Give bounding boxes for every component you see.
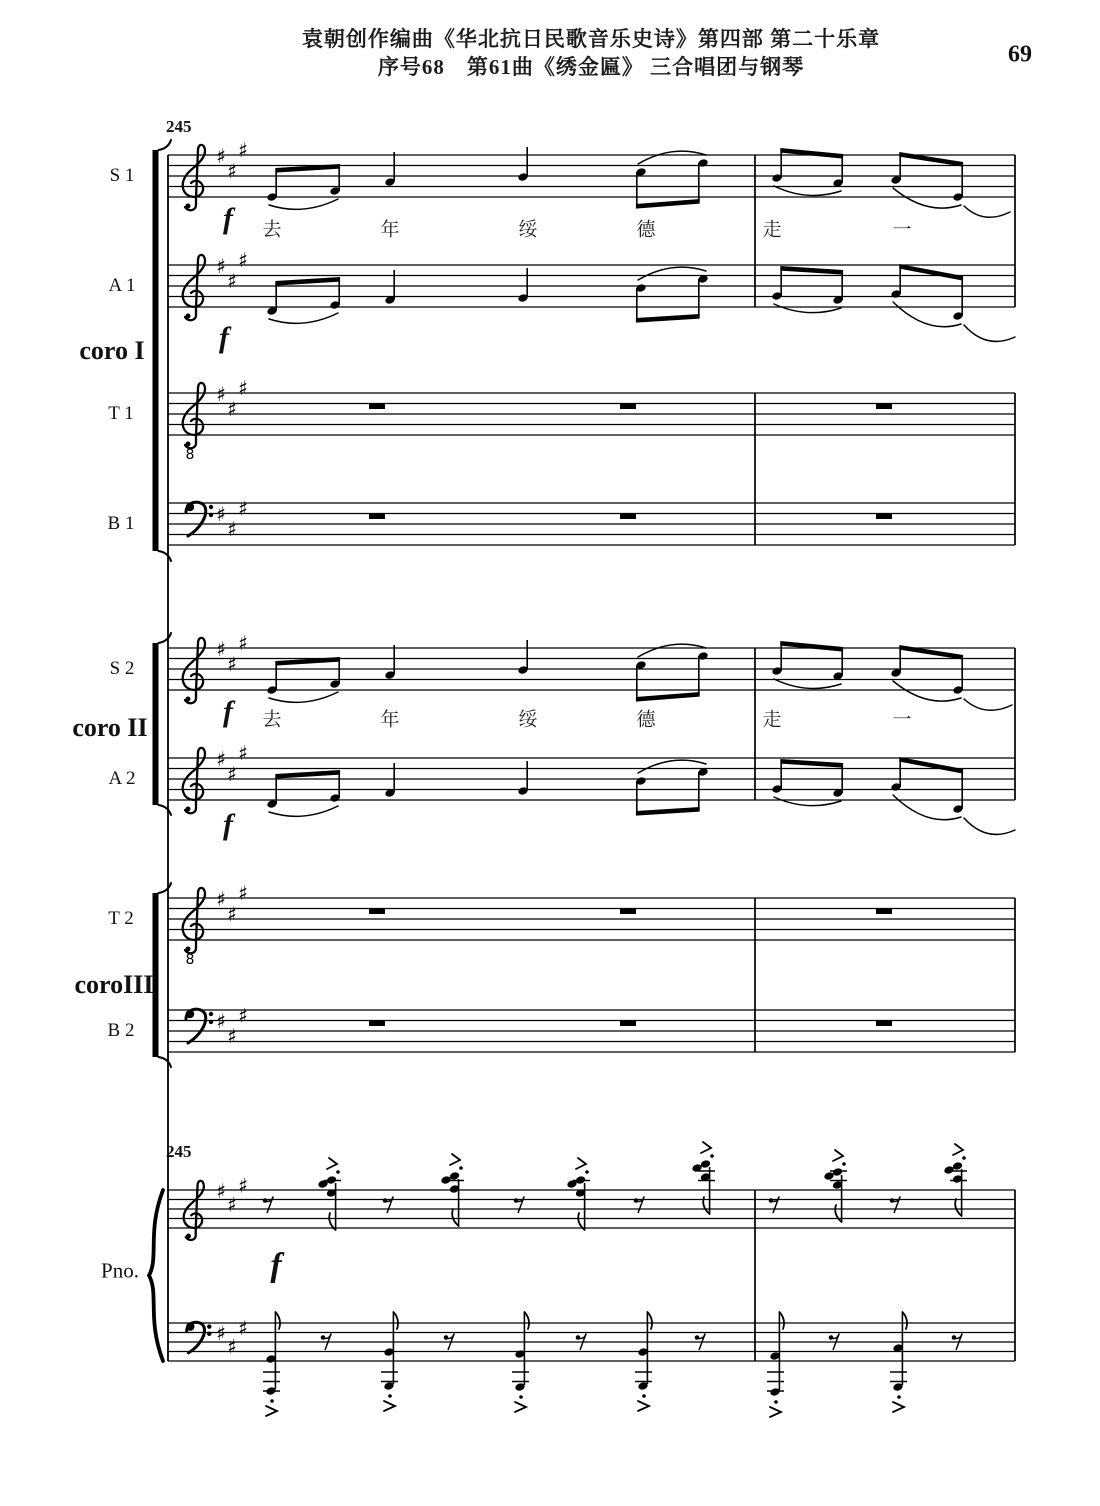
lyric-char-row2-1: 去: [262, 709, 282, 731]
svg-text:♯: ♯: [216, 637, 226, 661]
staff-label-t1: T 1: [108, 403, 134, 424]
score-title-line1: 袁朝创作编曲《华北抗日民歌音乐史诗》第四部 第二十乐章: [301, 27, 881, 51]
svg-text:♯: ♯: [227, 269, 237, 293]
svg-text:♯: ♯: [216, 1178, 226, 1203]
svg-text:♯: ♯: [227, 1024, 237, 1048]
svg-text:♯: ♯: [238, 376, 248, 400]
lyric-char-row1-3: 绥: [518, 219, 538, 241]
svg-text:♯: ♯: [216, 254, 226, 278]
svg-text:♯: ♯: [227, 397, 237, 421]
measure-number-1: 245: [166, 117, 192, 136]
staff-label-a1: A 1: [108, 275, 136, 296]
staff-label-s2: S 2: [109, 658, 135, 679]
lyric-char-row1-6: 一: [892, 219, 912, 241]
staff-label-s1: S 1: [109, 165, 135, 186]
notes-S2: [266, 640, 1012, 710]
svg-text:♯: ♯: [227, 652, 237, 676]
lyric-char-row2-3: 绥: [518, 709, 538, 731]
svg-text:♯: ♯: [238, 631, 248, 655]
group-label-pno.: Pno.: [101, 1258, 139, 1283]
svg-text:♯: ♯: [238, 496, 248, 521]
svg-text:♯: ♯: [238, 1003, 248, 1028]
svg-text:♯: ♯: [227, 762, 237, 786]
clefs: [183, 138, 248, 1359]
svg-text:♯: ♯: [238, 138, 248, 162]
staff-lines: [168, 155, 1015, 1361]
svg-text:♯: ♯: [216, 747, 226, 771]
tenor-clef-icon: [183, 888, 205, 968]
group-label-coroii: coro II: [72, 713, 148, 742]
lyric-char-row2-6: 一: [892, 709, 912, 731]
piano-brace-icon: [149, 1190, 163, 1361]
dynamic-forte-4: f: [223, 808, 233, 841]
svg-text:♯: ♯: [238, 741, 248, 765]
piano-left-hand: [263, 1312, 962, 1417]
notes-S1: [266, 147, 1010, 217]
svg-text:8: 8: [185, 952, 195, 968]
svg-text:♯: ♯: [216, 502, 226, 526]
svg-text:♯: ♯: [216, 887, 226, 911]
svg-text:♯: ♯: [216, 382, 226, 406]
svg-text:♯: ♯: [216, 144, 226, 168]
whole-rests: [369, 404, 892, 1027]
bass-clef-icon: [186, 1322, 211, 1353]
tenor-clef-icon: [183, 383, 205, 463]
dynamic-forte-5: f: [270, 1247, 282, 1284]
measure-number-2: 245: [166, 1142, 192, 1161]
svg-text:♯: ♯: [227, 517, 237, 541]
staff-label-t2: T 2: [108, 908, 134, 929]
score-title-line2: 序号68 第61曲《绣金匾》 三合唱团与钢琴: [377, 55, 805, 79]
dynamic-forte-3: f: [223, 695, 233, 728]
svg-text:♯: ♯: [238, 881, 248, 905]
svg-text:♯: ♯: [227, 159, 237, 183]
lyric-char-row2-4: 德: [636, 709, 656, 731]
svg-text:♯: ♯: [227, 1192, 237, 1217]
staff-label-a2: A 2: [108, 768, 136, 789]
svg-text:♯: ♯: [227, 902, 237, 926]
lyric-char-row1-1: 去: [262, 219, 282, 241]
dynamic-forte-2: f: [219, 321, 229, 354]
dynamic-forte-1: f: [223, 202, 233, 235]
svg-text:♯: ♯: [238, 1173, 248, 1198]
lyric-char-row2-2: 年: [380, 709, 400, 731]
lyric-char-row1-4: 德: [636, 219, 656, 241]
bass-clef-icon: [186, 1009, 213, 1043]
group-label-coroi: coro I: [79, 336, 145, 365]
svg-text:♯: ♯: [216, 1009, 226, 1033]
page-number: 69: [1008, 41, 1032, 68]
svg-text:♯: ♯: [227, 1334, 237, 1359]
svg-text:♯: ♯: [238, 248, 248, 272]
staff-label-b1: B 1: [107, 513, 135, 534]
lyric-char-row1-5: 走: [762, 219, 782, 241]
svg-text:♯: ♯: [216, 1320, 226, 1345]
svg-text:8: 8: [185, 447, 195, 463]
svg-text:♯: ♯: [238, 1315, 248, 1340]
staff-label-b2: B 2: [107, 1020, 135, 1041]
key-signature: [216, 1173, 248, 1216]
piano-right-hand: [263, 1142, 967, 1230]
lyric-char-row2-5: 走: [762, 709, 782, 731]
lyric-char-row1-2: 年: [380, 219, 400, 241]
bass-clef-icon: [186, 502, 213, 536]
group-label-coroiii: coroIII: [74, 970, 154, 999]
